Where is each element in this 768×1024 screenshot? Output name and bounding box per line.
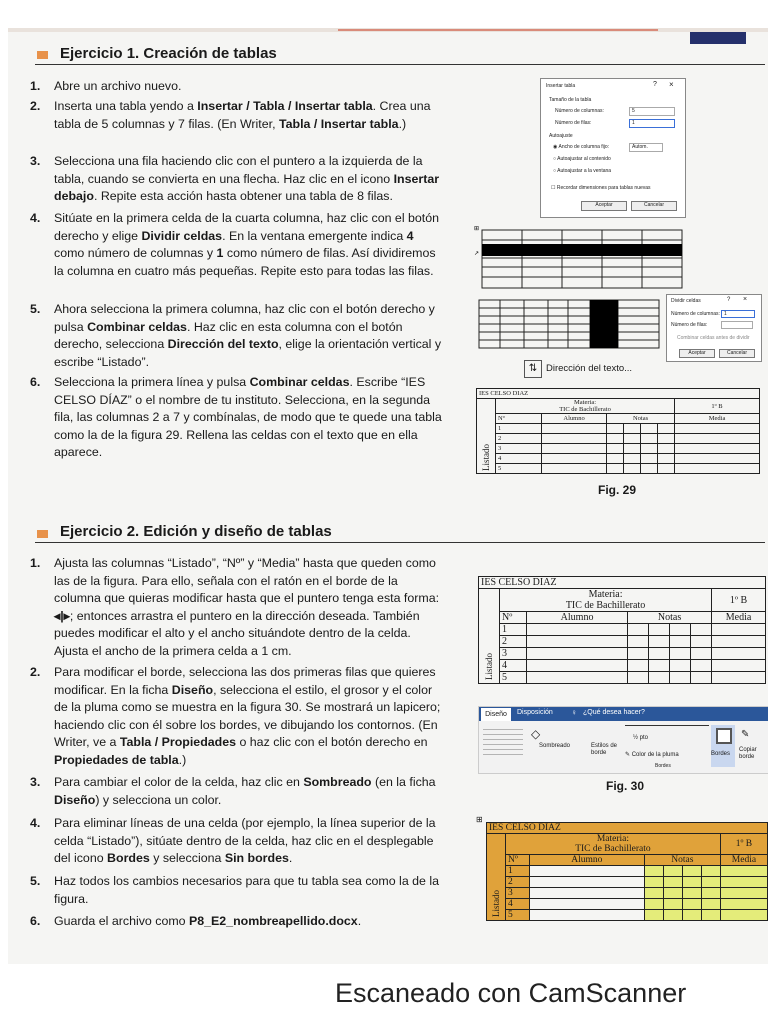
media-cell bbox=[712, 648, 766, 660]
cols-label: Número de columnas: bbox=[555, 108, 604, 114]
item-number: 2. bbox=[30, 99, 41, 113]
table-row bbox=[477, 444, 760, 454]
listado-cell: Listado bbox=[477, 399, 496, 474]
nota-cell bbox=[658, 454, 675, 464]
dialog-title: Insertar tabla bbox=[546, 83, 576, 89]
edited-table-figure bbox=[478, 576, 766, 684]
nota-cell bbox=[691, 636, 712, 648]
media-cell bbox=[720, 866, 767, 877]
media-cell bbox=[712, 624, 766, 636]
nota-cell bbox=[701, 877, 720, 888]
item-text: Haz todos los cambios necesarios para que tu tabla sea como la de la figura. bbox=[54, 874, 440, 906]
nota-cell bbox=[701, 866, 720, 877]
nota-cell bbox=[624, 444, 641, 454]
lightbulb-icon: ♀ bbox=[571, 708, 577, 717]
table-with-selected-row-figure bbox=[474, 222, 684, 292]
close-icon[interactable]: × bbox=[743, 296, 748, 303]
nota-cell bbox=[644, 888, 663, 899]
row-number: 2 bbox=[506, 877, 530, 888]
alumno-cell bbox=[527, 636, 628, 648]
item-number: 6. bbox=[30, 375, 41, 389]
row-number: 2 bbox=[496, 434, 542, 444]
nota-cell bbox=[607, 444, 624, 454]
table-styles-gallery[interactable] bbox=[483, 729, 523, 755]
col-notas-header: Notas bbox=[607, 414, 675, 424]
nota-cell bbox=[670, 660, 691, 672]
nota-cell bbox=[691, 660, 712, 672]
nota-cell bbox=[649, 648, 670, 660]
shading-button[interactable]: Sombreado bbox=[539, 743, 571, 749]
borders-button[interactable]: Bordes bbox=[711, 725, 735, 767]
split-ok-button[interactable]: Aceptar bbox=[679, 349, 715, 358]
item-text: Para modificar el borde, selecciona las dos primeras filas que quieres modificar. En la ficha Diseño, selecciona el estilo, el grosor y el color de la pluma como se muestra en la figura 30. Se mostrará un lapicero; haciendo clic con él sobre los bordes, ve dibujando los contornos. (En Writer, ve a Tabla / Propiedades o haz clic con el botón derecho en Propiedades de tabla.) bbox=[54, 665, 441, 767]
col-n-header: Nº bbox=[506, 855, 530, 866]
cols-input[interactable]: 5 bbox=[629, 107, 675, 116]
col-n-header: Nº bbox=[500, 612, 527, 624]
insert-table-dialog bbox=[540, 78, 686, 218]
subject-cell: Materia: TIC de Bachillerato bbox=[506, 834, 721, 855]
row-number: 4 bbox=[496, 454, 542, 464]
autofit-heading: Autoajuste bbox=[549, 133, 573, 139]
nota-cell bbox=[641, 424, 658, 434]
item-number: 1. bbox=[30, 556, 41, 570]
table-row bbox=[487, 899, 768, 910]
alumno-cell bbox=[529, 910, 644, 921]
exercise1-title: Ejercicio 1. Creación de tablas bbox=[60, 45, 277, 62]
radio-content[interactable]: ○ Autoajustar al contenido bbox=[553, 156, 611, 162]
nota-cell bbox=[658, 464, 675, 474]
nota-cell bbox=[644, 877, 663, 888]
col-n-header: Nº bbox=[496, 414, 542, 424]
alumno-cell bbox=[542, 434, 607, 444]
col-media-header: Media bbox=[675, 414, 760, 424]
figure-29-caption: Fig. 29 bbox=[598, 483, 637, 497]
split-rows-label: Número de filas: bbox=[671, 322, 708, 328]
item-number: 4. bbox=[30, 816, 41, 830]
media-cell bbox=[720, 888, 767, 899]
nota-cell bbox=[658, 424, 675, 434]
school-cell: IES CELSO DIAZ bbox=[477, 389, 760, 399]
row-number: 4 bbox=[500, 660, 527, 672]
col-media-header: Media bbox=[720, 855, 767, 866]
nota-cell bbox=[641, 434, 658, 444]
item-text: Selecciona una fila haciendo clic con el puntero a la izquierda de la tabla, cuando se convierta en una flecha. Haz clic en el icono Insertar debajo. Repite esta acción hasta obtener una tabla de 8 filas. bbox=[54, 154, 440, 204]
alumno-cell bbox=[527, 624, 628, 636]
table-row bbox=[479, 672, 766, 684]
nota-cell bbox=[649, 660, 670, 672]
nota-cell bbox=[628, 624, 649, 636]
item-text: Inserta una tabla yendo a Insertar / Tabla / Insertar tabla. Crea una tabla de 5 columnas y 7 filas. (En Writer, Tabla / Insertar tabla.) bbox=[54, 99, 431, 131]
alumno-cell bbox=[527, 660, 628, 672]
nota-cell bbox=[649, 624, 670, 636]
rows-label: Número de filas: bbox=[555, 120, 592, 126]
nota-cell bbox=[670, 672, 691, 684]
table-row bbox=[487, 888, 768, 899]
item-text: Para cambiar el color de la celda, haz clic en Sombreado (en la ficha Diseño) y selecciona un color. bbox=[54, 775, 436, 807]
nota-cell bbox=[663, 899, 682, 910]
nota-cell bbox=[641, 454, 658, 464]
split-cols-label: Número de columnas: bbox=[671, 311, 720, 317]
section-icon bbox=[37, 51, 48, 59]
row-number: 1 bbox=[500, 624, 527, 636]
subject-cell: Materia: TIC de Bachillerato bbox=[500, 589, 712, 612]
svg-text:⊞: ⊞ bbox=[474, 226, 480, 232]
nota-cell bbox=[691, 648, 712, 660]
table-row bbox=[477, 454, 760, 464]
table-row bbox=[487, 910, 768, 921]
remember-checkbox[interactable]: ☐ Recordar dimensiones para tablas nuevas bbox=[551, 185, 651, 191]
nota-cell bbox=[649, 672, 670, 684]
row-number: 5 bbox=[500, 672, 527, 684]
row-number: 5 bbox=[506, 910, 530, 921]
nota-cell bbox=[682, 910, 701, 921]
nota-cell bbox=[663, 866, 682, 877]
nota-cell bbox=[658, 434, 675, 444]
nota-cell bbox=[701, 899, 720, 910]
table-row bbox=[477, 434, 760, 444]
nota-cell bbox=[670, 624, 691, 636]
nota-cell bbox=[607, 424, 624, 434]
nota-cell bbox=[628, 636, 649, 648]
row-number: 4 bbox=[506, 899, 530, 910]
border-styles-button[interactable]: Estilos de borde bbox=[591, 743, 618, 756]
exercise2-title: Ejercicio 2. Edición y diseño de tablas bbox=[60, 523, 332, 540]
merge-checkbox[interactable]: Combinar celdas antes de dividir bbox=[677, 335, 750, 341]
media-cell bbox=[712, 672, 766, 684]
border-painter-icon[interactable]: ✎ bbox=[741, 729, 750, 740]
size-heading: Tamaño de la tabla bbox=[549, 97, 592, 103]
media-cell bbox=[675, 454, 760, 464]
table-row bbox=[479, 636, 766, 648]
shading-icon[interactable]: ◇ bbox=[531, 727, 541, 741]
school-cell: IES CELSO DIAZ bbox=[479, 577, 766, 589]
table-row bbox=[477, 424, 760, 434]
col-alumno-header: Alumno bbox=[542, 414, 607, 424]
tell-me-search[interactable]: ¿Qué desea hacer? bbox=[583, 709, 645, 716]
split-cancel-button[interactable]: Cancelar bbox=[719, 349, 755, 358]
split-rows-input[interactable] bbox=[721, 321, 753, 329]
nota-cell bbox=[628, 660, 649, 672]
alumno-cell bbox=[527, 648, 628, 660]
tab-layout[interactable]: Disposición bbox=[517, 709, 553, 716]
copy-border-button[interactable]: Copiar borde bbox=[739, 747, 757, 760]
media-cell bbox=[720, 910, 767, 921]
media-cell bbox=[712, 660, 766, 672]
nota-cell bbox=[641, 444, 658, 454]
grade-cell: 1º B bbox=[720, 834, 767, 855]
row-number: 5 bbox=[496, 464, 542, 474]
item-number: 6. bbox=[30, 914, 41, 928]
nota-cell bbox=[682, 866, 701, 877]
nota-cell bbox=[701, 888, 720, 899]
col-alumno-header: Alumno bbox=[527, 612, 628, 624]
nota-cell bbox=[649, 636, 670, 648]
row-number: 2 bbox=[500, 636, 527, 648]
borders-group-label: Bordes bbox=[655, 763, 671, 769]
listado-cell: Listado bbox=[487, 834, 506, 921]
nota-cell bbox=[624, 454, 641, 464]
alumno-cell bbox=[542, 464, 607, 474]
col-notas-header: Notas bbox=[628, 612, 712, 624]
item-number: 2. bbox=[30, 665, 41, 679]
section-rule bbox=[35, 542, 765, 543]
item-text: Para eliminar líneas de una celda (por ejemplo, la línea superior de la celda “Listado”), sitúate dentro de la celda, haz clic en el desplegable del icono Bordes y selecciona Sin bordes. bbox=[54, 816, 436, 866]
item-text: Guarda el archivo como P8_E2_nombreapellido.docx. bbox=[54, 914, 362, 928]
media-cell bbox=[720, 899, 767, 910]
colored-table-figure bbox=[486, 822, 768, 921]
line-style-dropdown[interactable] bbox=[625, 725, 709, 726]
media-cell bbox=[675, 444, 760, 454]
alumno-cell bbox=[529, 866, 644, 877]
nota-cell bbox=[644, 899, 663, 910]
item-number: 5. bbox=[30, 874, 41, 888]
section-rule bbox=[35, 64, 765, 65]
nota-cell bbox=[628, 672, 649, 684]
item-text: Ajusta las columnas “Listado”, “Nº” y “Media” hasta que queden como las de la figura. Para ello, señala con el ratón en el borde de la columna que quieras modificar hasta que el puntero tenga esta forma: ◂|▸; entonces arrastra el puntero en la dirección deseada. También puedes modificar el alto y el ancho situándote dentro de la celda. Ajusta el ancho de la primera celda a 1 cm. bbox=[54, 556, 440, 658]
item-text: Sitúate en la primera celda de la cuarta columna, haz clic con el botón derecho y elige Dividir celdas. En la ventana emergente indica 4 como número de columnas y 1 como número de filas. Así dividiremos la columna en cuatro más pequeñas. Repite esto para todas las filas. bbox=[54, 211, 440, 278]
help-icon[interactable]: ? bbox=[653, 81, 657, 88]
cancel-button[interactable]: Cancelar bbox=[631, 201, 677, 211]
table-row bbox=[479, 648, 766, 660]
row-number: 3 bbox=[496, 444, 542, 454]
nota-cell bbox=[682, 899, 701, 910]
close-icon[interactable]: × bbox=[669, 80, 674, 89]
item-text: Ahora selecciona la primera columna, haz clic con el botón derecho y pulsa Combinar celdas. Haz clic en esta columna con el botón derecho, selecciona Dirección del texto, elige la orientación vertical y escribe “Listado”. bbox=[54, 302, 442, 369]
media-cell bbox=[675, 464, 760, 474]
table-row bbox=[479, 624, 766, 636]
media-cell bbox=[712, 636, 766, 648]
section-icon bbox=[37, 530, 48, 538]
nota-cell bbox=[691, 672, 712, 684]
item-number: 5. bbox=[30, 302, 41, 316]
item-text: Abre un archivo nuevo. bbox=[54, 79, 182, 93]
nota-cell bbox=[663, 888, 682, 899]
nota-cell bbox=[644, 866, 663, 877]
row-number: 3 bbox=[506, 888, 530, 899]
nota-cell bbox=[641, 464, 658, 474]
nota-cell bbox=[663, 910, 682, 921]
nota-cell bbox=[607, 454, 624, 464]
col-notas-header: Notas bbox=[644, 855, 720, 866]
grade-cell: 1º B bbox=[675, 399, 760, 414]
school-cell: IES CELSO DIAZ bbox=[487, 823, 768, 834]
col-alumno-header: Alumno bbox=[529, 855, 644, 866]
row-number: 1 bbox=[506, 866, 530, 877]
tab-design[interactable]: Diseño bbox=[481, 708, 511, 721]
item-number: 1. bbox=[30, 79, 41, 93]
rows-input[interactable]: 1 bbox=[629, 119, 675, 128]
camscanner-watermark: Escaneado con CamScanner bbox=[335, 978, 687, 1008]
ribbon bbox=[478, 706, 768, 774]
nota-cell bbox=[663, 877, 682, 888]
nota-cell bbox=[691, 624, 712, 636]
item-text: Selecciona la primera línea y pulsa Combinar celdas. Escribe “IES CELSO DÍAZ” o el nombre de tu instituto. Selecciona, en la segunda fila, las columnas 2 a 7 y combínalas, de modo que te quede una tabla como la de la figura 29. Rellena las celdas con el texto que en ella aparece. bbox=[54, 375, 442, 460]
nota-cell bbox=[701, 910, 720, 921]
alumno-cell bbox=[529, 899, 644, 910]
table-row bbox=[487, 877, 768, 888]
nota-cell bbox=[670, 648, 691, 660]
text-direction-icon[interactable]: ⇅ bbox=[524, 360, 542, 378]
borders-icon bbox=[716, 728, 732, 744]
alumno-cell bbox=[542, 454, 607, 464]
table-row bbox=[477, 464, 760, 474]
pen-weight-dropdown[interactable]: ½ pto bbox=[633, 735, 649, 741]
nota-cell bbox=[607, 464, 624, 474]
pen-color-dropdown[interactable]: ✎ Color de la pluma bbox=[625, 752, 679, 758]
item-number: 4. bbox=[30, 211, 41, 225]
help-icon[interactable]: ? bbox=[727, 297, 731, 303]
row-number: 3 bbox=[500, 648, 527, 660]
nota-cell bbox=[658, 444, 675, 454]
table-move-handle[interactable]: ⊞ bbox=[476, 815, 483, 824]
nota-cell bbox=[682, 888, 701, 899]
col-media-header: Media bbox=[712, 612, 766, 624]
listado-cell: Listado bbox=[479, 589, 500, 684]
nota-cell bbox=[624, 434, 641, 444]
table-row bbox=[487, 866, 768, 877]
subject-cell: Materia: TIC de Bachillerato bbox=[496, 399, 675, 414]
item-number: 3. bbox=[30, 154, 41, 168]
split-cells-dialog bbox=[666, 294, 762, 362]
row-number: 1 bbox=[496, 424, 542, 434]
top-accent bbox=[338, 29, 658, 31]
text-direction-label[interactable]: Dirección del texto... bbox=[546, 363, 633, 374]
media-cell bbox=[675, 424, 760, 434]
radio-window[interactable]: ○ Autoajustar a la ventana bbox=[553, 168, 612, 174]
nota-cell bbox=[624, 464, 641, 474]
nota-cell bbox=[682, 877, 701, 888]
split-cols-input[interactable]: 1 bbox=[721, 310, 755, 318]
fixed-width-input[interactable]: Autom. bbox=[629, 143, 663, 152]
media-cell bbox=[720, 877, 767, 888]
grade-cell: 1º B bbox=[712, 589, 766, 612]
alumno-cell bbox=[542, 444, 607, 454]
radio-fixed[interactable]: ◉ Ancho de columna fijo: bbox=[553, 144, 610, 150]
figure-29-table bbox=[476, 388, 760, 474]
item-number: 3. bbox=[30, 775, 41, 789]
nota-cell bbox=[644, 910, 663, 921]
corner-tab bbox=[690, 32, 746, 44]
table-row bbox=[479, 660, 766, 672]
nota-cell bbox=[607, 434, 624, 444]
alumno-cell bbox=[542, 424, 607, 434]
nota-cell bbox=[628, 648, 649, 660]
split-dialog-title: Dividir celdas bbox=[671, 298, 701, 304]
nota-cell bbox=[624, 424, 641, 434]
nota-cell bbox=[670, 636, 691, 648]
alumno-cell bbox=[529, 877, 644, 888]
table-with-selected-column-figure bbox=[478, 298, 662, 350]
ok-button[interactable]: Aceptar bbox=[581, 201, 627, 211]
svg-text:↗: ↗ bbox=[474, 251, 480, 257]
alumno-cell bbox=[527, 672, 628, 684]
alumno-cell bbox=[529, 888, 644, 899]
figure-30-caption: Fig. 30 bbox=[606, 779, 645, 793]
media-cell bbox=[675, 434, 760, 444]
